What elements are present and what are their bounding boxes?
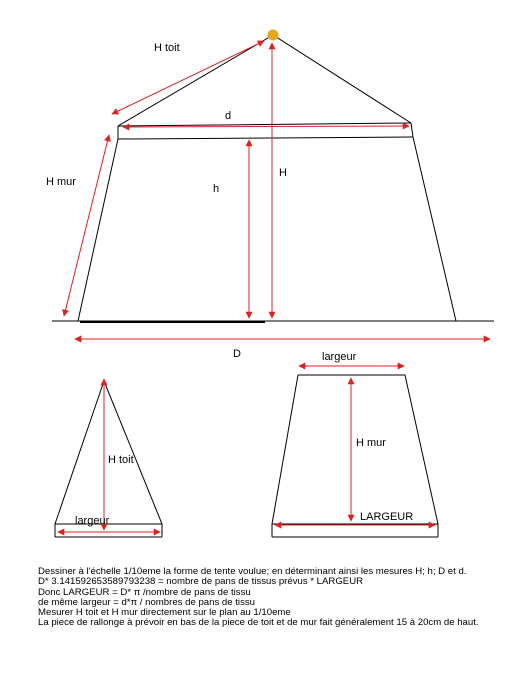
h-toit-label: H toit <box>154 42 180 54</box>
big-d-label: D <box>233 348 241 360</box>
wall-left-line <box>78 139 118 321</box>
note-line-4: de même largeur = d*π / nombres de pans de tissu <box>38 596 255 608</box>
note-line-2: D* 3.141592653589793238 = nombre de pans de tissus prévus * LARGEUR <box>38 576 364 588</box>
instructions-text <box>38 567 518 629</box>
d-label: d <box>225 110 232 122</box>
note-line-1: Dessiner à l'échelle 1/10eme la forme de tente voulue; en déterminant ainsi les mesures H; h; D et d. <box>38 566 467 577</box>
tent-outline <box>52 35 494 321</box>
h-mur-label: H mur <box>46 176 76 188</box>
roof-edge-right <box>411 123 413 137</box>
big-h-label: H <box>279 167 287 179</box>
apex-pole-dot <box>268 30 279 41</box>
roof-piece-h-toit-label: H toit <box>108 454 134 466</box>
note-line-5: Mesurer H toit et H mur directement sur le plan au 1/10eme <box>38 607 291 619</box>
d-arrow <box>123 126 409 127</box>
note-line-6: La piece de rallonge à prévoir en bas de la piece de toit et de mur fait généralement 15 à 20cm de haut. <box>38 617 479 629</box>
wall-piece-h-mur-label: H mur <box>356 437 386 449</box>
note-line-3: Donc LARGEUR = D* π /nombre de pans de tissu <box>38 586 251 598</box>
h-label: h <box>213 183 220 195</box>
wall-right-line <box>413 137 456 321</box>
wall-piece-largeur-label: largeur <box>322 351 357 363</box>
h-toit-arrow <box>112 41 264 114</box>
wall-top-line <box>118 137 413 139</box>
roof-base-line <box>118 123 411 126</box>
roof-piece-largeur-label: largeur <box>75 515 110 527</box>
wall-piece-largeur-caps-label: LARGEUR <box>360 511 414 523</box>
h-mur-arrow <box>64 135 109 316</box>
